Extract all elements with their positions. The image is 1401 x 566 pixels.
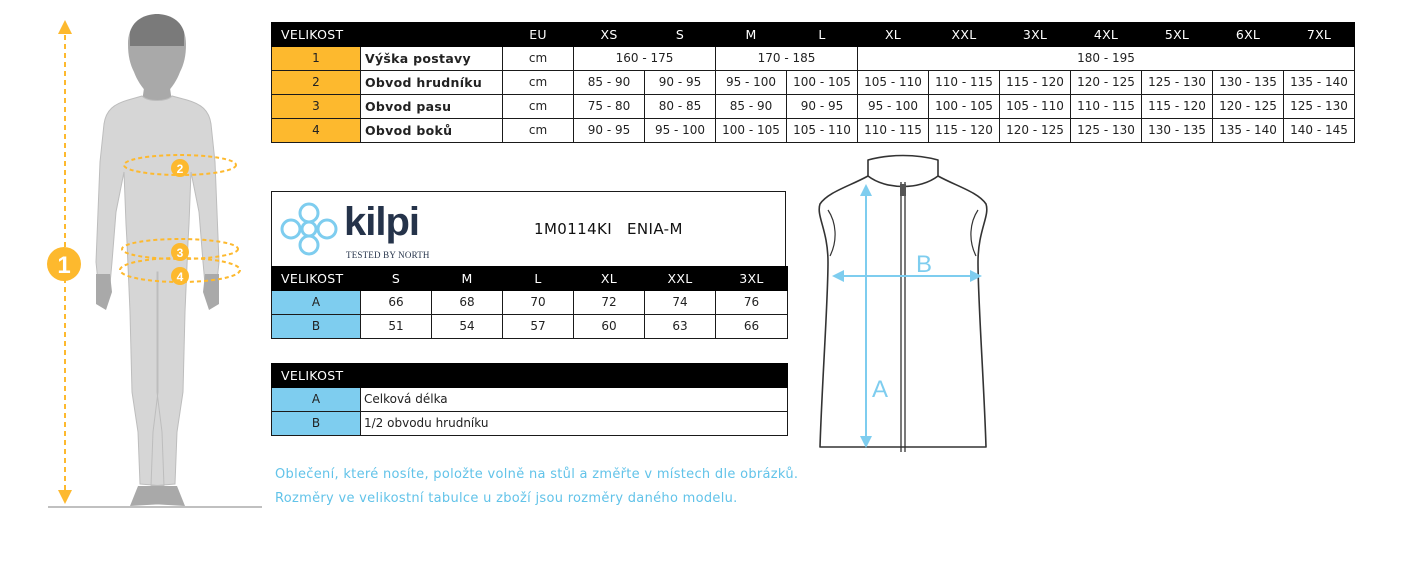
table-cell: 54 — [432, 315, 503, 339]
header-size: M — [716, 23, 787, 47]
header-size: L — [787, 23, 858, 47]
table-cell: 90 - 95 — [787, 95, 858, 119]
kilpi-tagline: TESTED BY NORTH — [346, 250, 430, 260]
table-cell: 120 - 125 — [1000, 119, 1071, 143]
table-cell: 130 - 135 — [1142, 119, 1213, 143]
table-cell: 90 - 95 — [645, 71, 716, 95]
header-size: 4XL — [1071, 23, 1142, 47]
height-range: 170 - 185 — [716, 47, 858, 71]
row-label: Obvod boků — [361, 119, 503, 143]
table-row — [272, 47, 1355, 71]
table-cell: 66 — [716, 315, 788, 339]
header-size: L — [503, 267, 574, 291]
table-cell: 57 — [503, 315, 574, 339]
body-measurement-figure — [30, 12, 275, 512]
table-cell: 125 - 130 — [1284, 95, 1355, 119]
table-cell: 100 - 105 — [929, 95, 1000, 119]
header-size: XS — [574, 23, 645, 47]
marker-1 — [47, 247, 81, 281]
row-unit: cm — [503, 119, 574, 143]
table-cell: 115 - 120 — [929, 119, 1000, 143]
row-number: 4 — [272, 119, 361, 143]
table-cell: 105 - 110 — [858, 71, 929, 95]
table-cell: 130 - 135 — [1213, 71, 1284, 95]
row-unit: cm — [503, 95, 574, 119]
row-label: Obvod pasu — [361, 95, 503, 119]
row-label: Obvod hrudníku — [361, 71, 503, 95]
table-cell: 85 - 90 — [716, 95, 787, 119]
table-cell: 80 - 85 — [645, 95, 716, 119]
height-range: 180 - 195 — [858, 47, 1355, 71]
svg-text:3: 3 — [176, 246, 184, 260]
table-cell: 95 - 100 — [716, 71, 787, 95]
marker-4 — [171, 267, 189, 285]
header-size: XXL — [645, 267, 716, 291]
table-row — [272, 412, 788, 436]
vest-illustration — [810, 152, 1000, 464]
table-cell: 125 - 130 — [1071, 119, 1142, 143]
product-header — [271, 191, 786, 266]
svg-text:B: B — [916, 251, 933, 278]
header-size: 3XL — [1000, 23, 1071, 47]
table-cell: 100 - 105 — [787, 71, 858, 95]
table-cell: 95 - 100 — [645, 119, 716, 143]
row-label: A — [272, 388, 361, 412]
row-number: 3 — [272, 95, 361, 119]
row-number: 1 — [272, 47, 361, 71]
table-cell: 105 - 110 — [787, 119, 858, 143]
header-size-label: VELIKOST — [272, 23, 503, 47]
table-cell: 100 - 105 — [716, 119, 787, 143]
body-size-table — [271, 22, 1355, 143]
table-cell: 75 - 80 — [574, 95, 645, 119]
table-cell: 120 - 125 — [1071, 71, 1142, 95]
header-size: M — [432, 267, 503, 291]
svg-text:4: 4 — [176, 270, 184, 284]
header-size: XL — [858, 23, 929, 47]
svg-text:A: A — [872, 376, 889, 403]
product-size-table — [271, 266, 788, 339]
measurement-legend-table — [271, 363, 788, 436]
header-size: 7XL — [1284, 23, 1355, 47]
row-unit: cm — [503, 47, 574, 71]
header-size: 6XL — [1213, 23, 1284, 47]
row-label: B — [272, 315, 361, 339]
header-size: S — [361, 267, 432, 291]
header-eu: EU — [503, 23, 574, 47]
row-label: B — [272, 412, 361, 436]
table-cell: 115 - 120 — [1000, 71, 1071, 95]
table-cell: 110 - 115 — [1071, 95, 1142, 119]
header-size-label: VELIKOST — [272, 364, 788, 388]
header-size: S — [645, 23, 716, 47]
marker-3 — [171, 243, 189, 261]
header-size-label: VELIKOST — [272, 267, 361, 291]
table-cell: 60 — [574, 315, 645, 339]
table-row — [272, 71, 1355, 95]
figure-body — [96, 96, 219, 486]
table-header-row — [272, 364, 788, 388]
table-cell: 68 — [432, 291, 503, 315]
table-cell: 76 — [716, 291, 788, 315]
table-row — [272, 119, 1355, 143]
table-cell: 72 — [574, 291, 645, 315]
table-row — [272, 315, 788, 339]
table-cell: 120 - 125 — [1213, 95, 1284, 119]
row-label: A — [272, 291, 361, 315]
table-cell: 70 — [503, 291, 574, 315]
table-header-row — [272, 23, 1355, 47]
table-row — [272, 388, 788, 412]
table-cell: 140 - 145 — [1284, 119, 1355, 143]
legend-text: Celková délka — [361, 388, 788, 412]
legend-text: 1/2 obvodu hrudníku — [361, 412, 788, 436]
height-range: 160 - 175 — [574, 47, 716, 71]
header-size: 3XL — [716, 267, 788, 291]
table-cell: 110 - 115 — [929, 71, 1000, 95]
table-cell: 110 - 115 — [858, 119, 929, 143]
table-cell: 115 - 120 — [1142, 95, 1213, 119]
table-cell: 90 - 95 — [574, 119, 645, 143]
table-cell: 85 - 90 — [574, 71, 645, 95]
header-size: 5XL — [1142, 23, 1213, 47]
table-cell: 51 — [361, 315, 432, 339]
table-cell: 135 - 140 — [1213, 119, 1284, 143]
header-size: XXL — [929, 23, 1000, 47]
table-row — [272, 95, 1355, 119]
table-cell: 63 — [645, 315, 716, 339]
marker-2 — [171, 159, 189, 177]
measure-note-2: Rozměry ve velikostní tabulce u zboží jsou rozměry daného modelu. — [275, 491, 738, 506]
table-cell: 66 — [361, 291, 432, 315]
svg-text:1: 1 — [57, 252, 71, 279]
kilpi-wordmark: kilpi — [344, 200, 420, 244]
table-cell: 95 - 100 — [858, 95, 929, 119]
table-cell: 135 - 140 — [1284, 71, 1355, 95]
table-cell: 74 — [645, 291, 716, 315]
table-row — [272, 291, 788, 315]
table-header-row — [272, 267, 788, 291]
measure-note-1: Oblečení, které nosíte, položte volně na stůl a změřte v místech dle obrázků. — [275, 467, 799, 482]
table-cell: 105 - 110 — [1000, 95, 1071, 119]
row-unit: cm — [503, 71, 574, 95]
kilpi-knot-logo-icon — [278, 200, 340, 258]
row-number: 2 — [272, 71, 361, 95]
table-cell: 125 - 130 — [1142, 71, 1213, 95]
product-code: 1M0114KI — [534, 220, 613, 238]
row-label: Výška postavy — [361, 47, 503, 71]
header-size: XL — [574, 267, 645, 291]
svg-text:2: 2 — [176, 162, 184, 176]
product-model: ENIA-M — [627, 220, 683, 238]
